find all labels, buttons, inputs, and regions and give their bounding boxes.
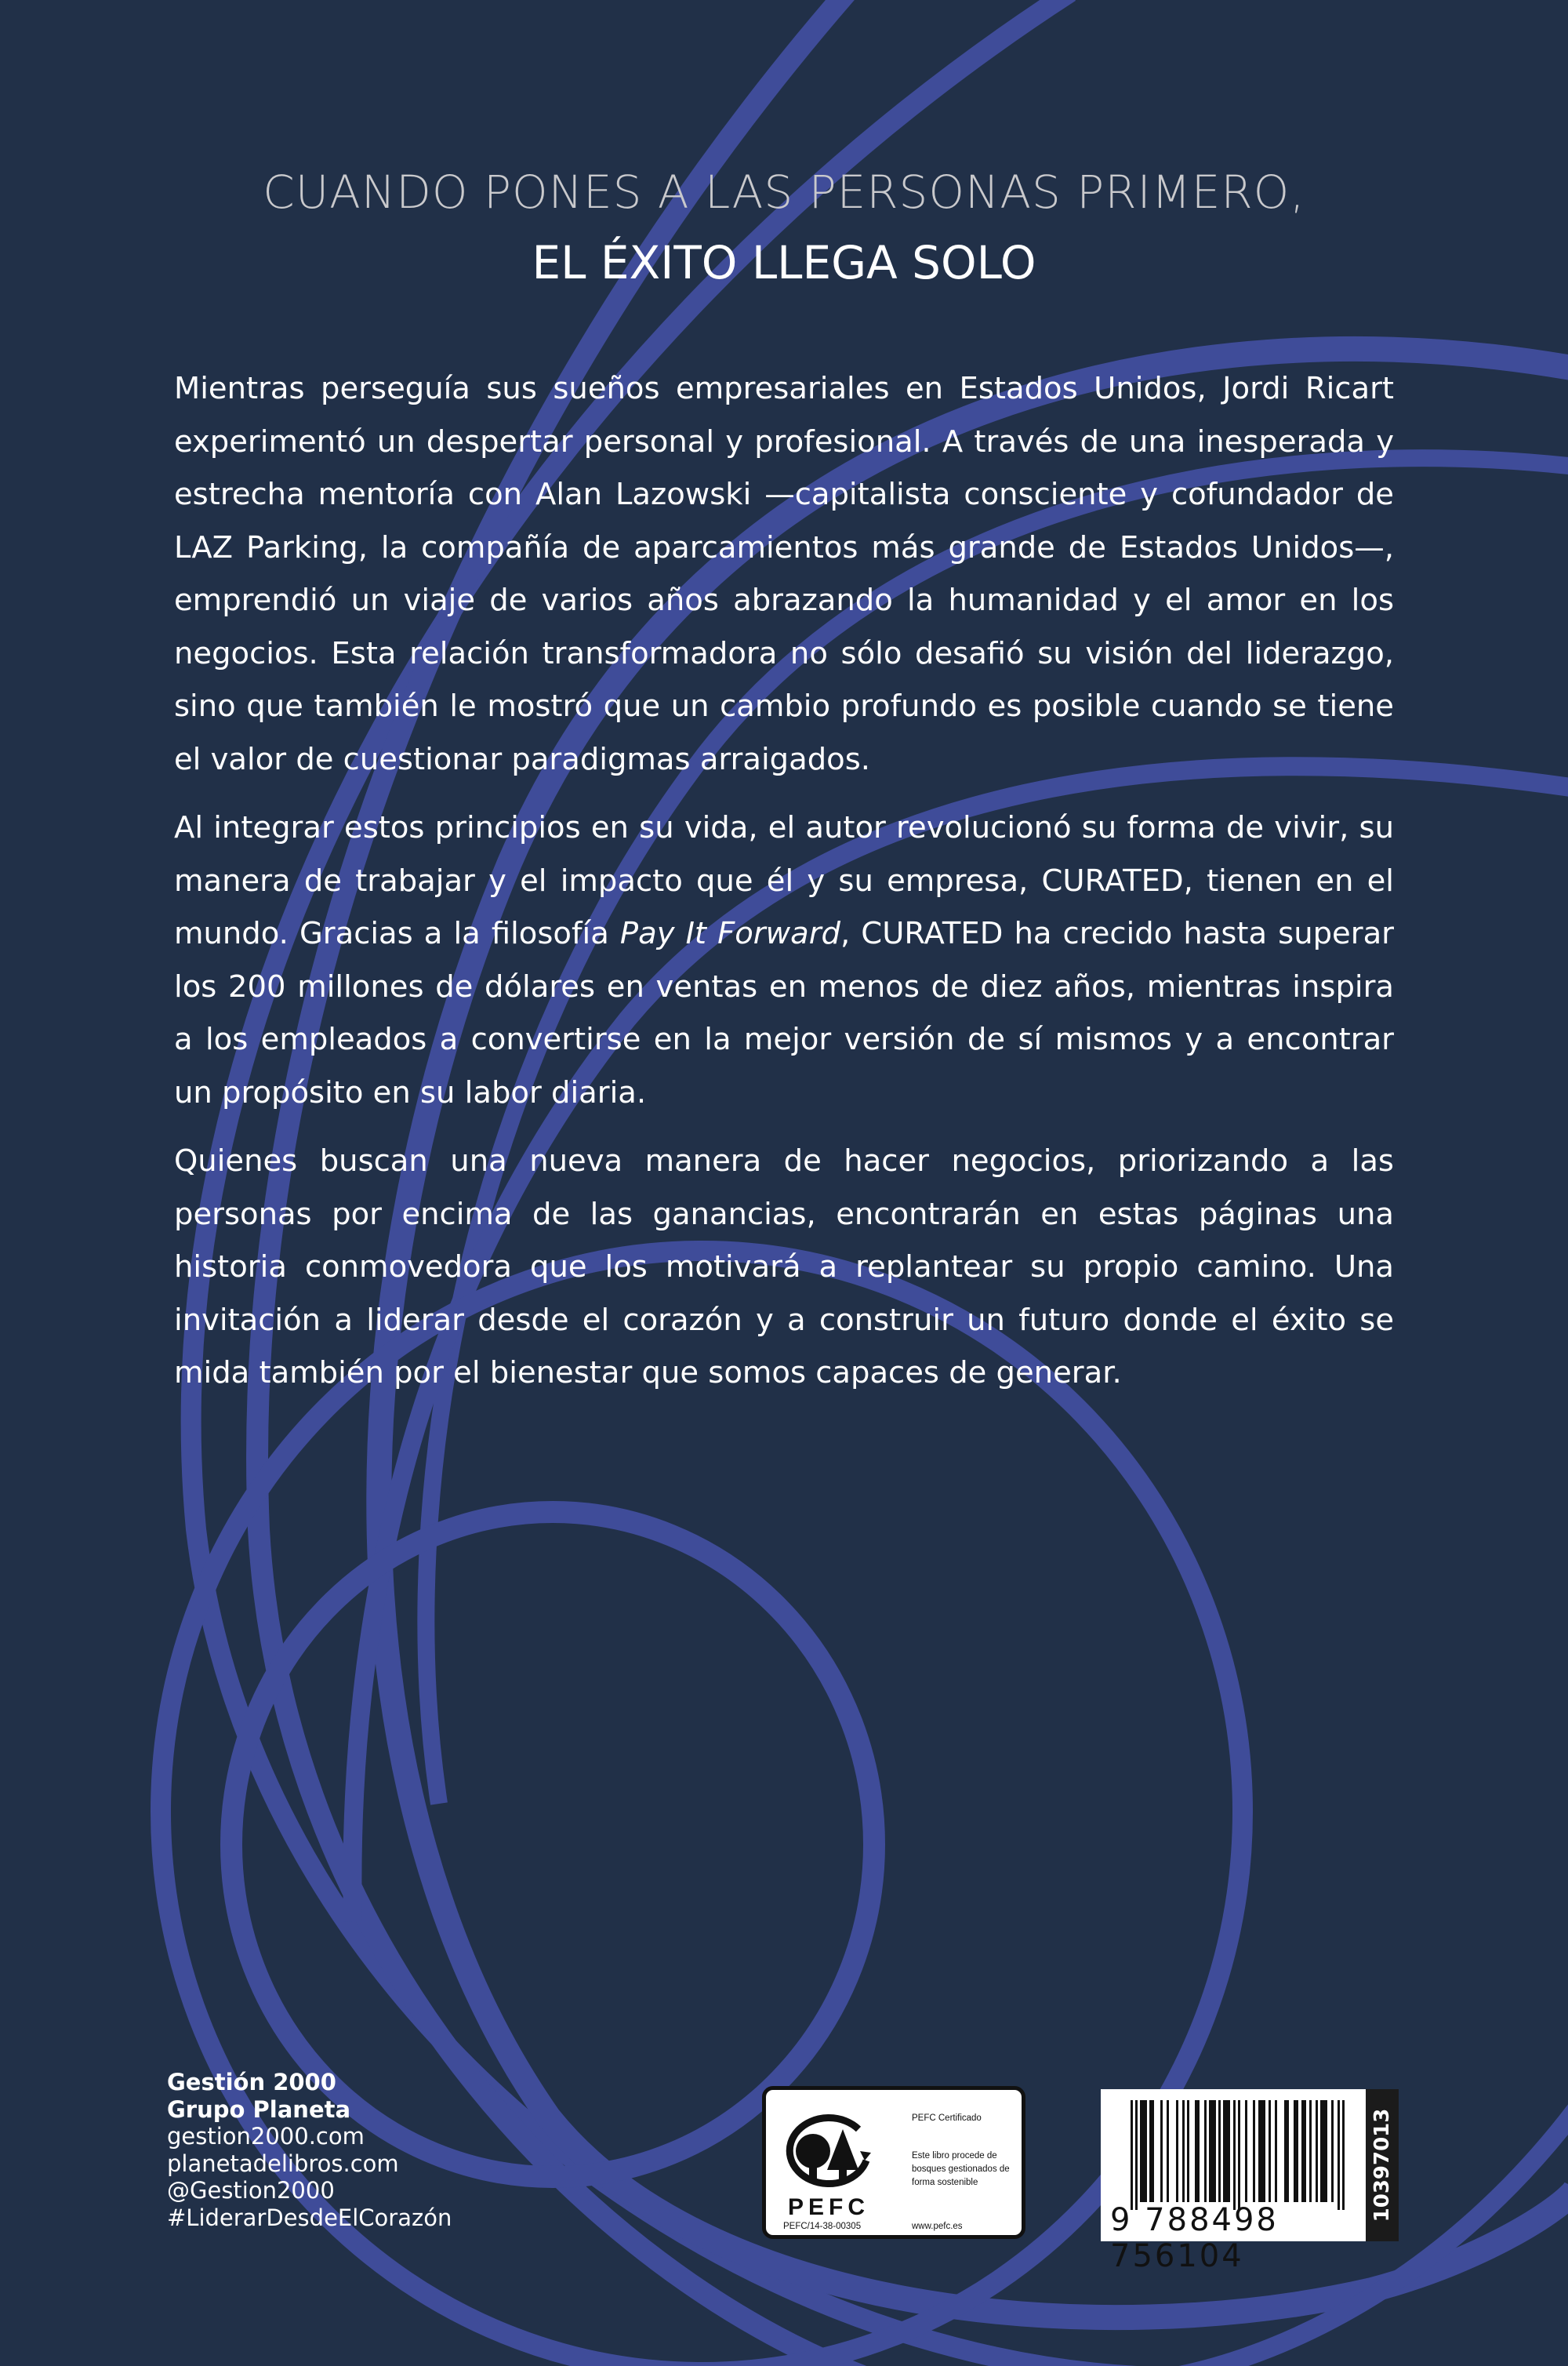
pefc-url: www.pefc.es [912, 2222, 963, 2231]
tagline [0, 157, 1568, 298]
website-gestion2000[interactable]: gestion2000.com [167, 2123, 365, 2150]
pefc-trees-logo-icon [782, 2106, 876, 2200]
group-name: Grupo Planeta [167, 2095, 351, 2123]
pefc-code: PEFC/14-38-00305 [783, 2222, 862, 2231]
imprint-name: Gestión 2000 [167, 2069, 336, 2095]
publisher-info [167, 2069, 452, 2231]
pay-it-forward-italic: Pay It Forward [619, 916, 840, 951]
synopsis-paragraph-1: Mientras perseguía sus sueños empresariales en Estados Unidos, Jordi Ricart experimentó un despertar personal y profesional. A través de una inesperada y estrecha mentoría con Alan Lazowski —capitalista consciente y cofundador de LAZ Parking, la compañía de aparcamientos más grande de Estados Unidos—, emprendió un viaje de varios años abrazando la humanidad y el amor en los negocios. Esta relación transformadora no sólo desafió su visión del liderazgo, sino que también le mostró que un cambio profundo es posible cuando se tiene el valor de cuestionar paradigmas arraigados. [174, 371, 1394, 777]
tagline-line-2: EL ÉXITO LLEGA SOLO [532, 236, 1036, 289]
tagline-line-1: CUANDO PONES A LAS PERSONAS PRIMERO, [263, 165, 1305, 219]
pefc-certified-label: PEFC Certificado [912, 2113, 982, 2123]
synopsis-paragraph-3: Quienes buscan una nueva manera de hacer negocios, priorizando a las personas por encima de las ganancias, encontrarán en estas páginas una historia conmovedora que los motivará a replantear su propio camino. Una invitación a liderar desde el corazón y a construir un futuro donde el éxito se mida también por el bienestar que somos capaces de generar. [174, 1143, 1394, 1390]
pefc-wordmark: PEFC [788, 2194, 870, 2220]
isbn-number: 9 788498 756104 [1110, 2202, 1279, 2274]
social-handle[interactable]: @Gestion2000 [167, 2177, 335, 2204]
internal-code: 10397013 [1370, 2108, 1394, 2222]
paragraph-2-start: Al integrar estos principios en su vida, el autor revolucionó su forma de vivir, su manera de trabajar y el impacto que él y su empresa, CURATED, tienen en el mundo. Gracias a la filosofía [174, 810, 1394, 951]
synopsis-paragraph-2 [174, 801, 1394, 1119]
isbn-barcode-icon [1131, 2100, 1358, 2210]
barcode-side-strip [1366, 2089, 1399, 2241]
paragraph-2-end: , CURATED ha crecido hasta superar los 200 millones de dólares en ventas en menos de diez años, mientras inspira a los empleados a convertirse en la mejor versión de sí mismos y a encontrar un propósito en su labor diaria. [174, 916, 1394, 1110]
synopsis [174, 362, 1394, 1416]
website-planetadelibros[interactable]: planetadelibros.com [167, 2150, 399, 2177]
hashtag: #LiderarDesdeElCorazón [167, 2204, 452, 2231]
pefc-description: Este libro procede de bosques gestionados de forma sostenible [912, 2151, 1010, 2187]
pefc-certification-label [762, 2086, 1025, 2239]
